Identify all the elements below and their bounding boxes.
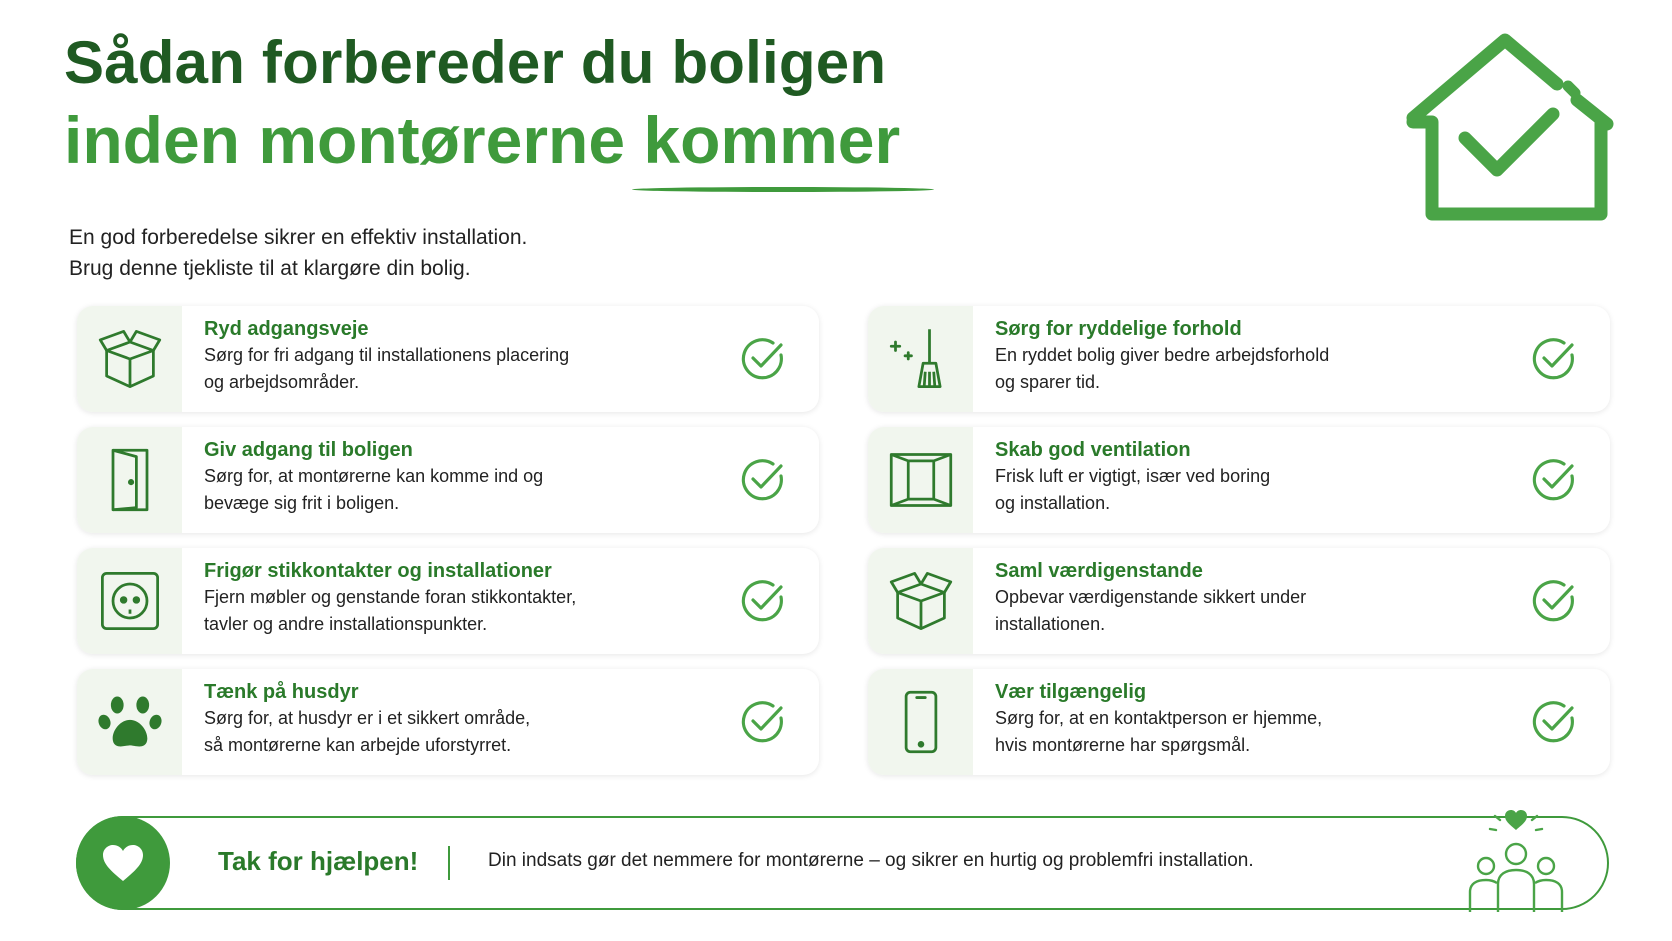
- item-description: Sørg for, at husdyr er i et sikkert område, så montørerne kan arbejde uforstyrret.: [204, 708, 531, 755]
- footer-message: Din indsats gør det nemmere for montørerne – og sikrer en hurtig og problemfri installation.: [488, 850, 1254, 871]
- item-title: Sørg for ryddelige forhold: [995, 318, 1242, 340]
- title-underline: [632, 187, 934, 192]
- intro-text: [69, 222, 527, 284]
- item-title: Tænk på husdyr: [204, 681, 359, 703]
- checklist-item-ryddelige-forhold: [868, 306, 1610, 412]
- intro-line-1: En god forberedelse sikrer en effektiv installation.: [69, 226, 528, 249]
- check-circle-icon: [1530, 335, 1578, 383]
- page-title-line-2: inden montørerne kommer: [64, 103, 901, 177]
- checklist-item-ventilation: [868, 427, 1610, 533]
- item-description: Sørg for fri adgang til installationens placering og arbejdsområder.: [204, 345, 570, 392]
- checklist-item-husdyr: [77, 669, 819, 775]
- check-circle-icon: [739, 698, 787, 746]
- item-description: En ryddet bolig giver bedre arbejdsforhold og sparer tid.: [995, 345, 1330, 392]
- checklist-item-giv-adgang: [77, 427, 819, 533]
- window-icon: [887, 446, 955, 514]
- house-check-icon: [1405, 30, 1615, 226]
- item-title: Vær tilgængelig: [995, 681, 1147, 703]
- checklist-item-frigor-stikkontakter: [77, 548, 819, 654]
- check-circle-icon: [739, 456, 787, 504]
- check-circle-icon: [1530, 577, 1578, 625]
- check-circle-icon: [1530, 456, 1578, 504]
- item-title: Frigør stikkontakter og installationer: [204, 560, 552, 582]
- item-description: Sørg for, at en kontaktperson er hjemme, hvis montørerne har spørgsmål.: [995, 708, 1323, 755]
- paw-icon: [96, 688, 164, 756]
- team-heart-icon: [1466, 806, 1566, 912]
- divider: [448, 846, 450, 880]
- check-circle-icon: [1530, 698, 1578, 746]
- box-icon: [96, 325, 164, 393]
- checklist-item-vaerdigenstande: [868, 548, 1610, 654]
- item-description: Opbevar værdigenstande sikkert under installationen.: [995, 587, 1307, 634]
- item-description: Sørg for, at montørerne kan komme ind og bevæge sig frit i boligen.: [204, 466, 544, 513]
- item-title: Giv adgang til boligen: [204, 439, 413, 461]
- item-title: Ryd adgangsveje: [204, 318, 369, 340]
- thank-you-banner: [76, 816, 1609, 910]
- heart-icon: [101, 843, 145, 883]
- check-circle-icon: [739, 577, 787, 625]
- door-icon: [96, 446, 164, 514]
- page-title-line-1: Sådan forbereder du boligen: [64, 29, 887, 96]
- phone-icon: [887, 688, 955, 756]
- box-icon: [887, 567, 955, 635]
- intro-line-2: Brug denne tjekliste til at klargøre din bolig.: [69, 257, 471, 280]
- item-title: Skab god ventilation: [995, 439, 1191, 461]
- checklist-item-ryd-adgangsveje: [77, 306, 819, 412]
- heart-badge: [76, 816, 170, 910]
- checklist-item-tilgaengelig: [868, 669, 1610, 775]
- check-circle-icon: [739, 335, 787, 383]
- thanks-text: Tak for hjælpen!: [218, 846, 419, 876]
- item-description: Fjern møbler og genstande foran stikkontakter, tavler og andre installationspunkter.: [204, 587, 577, 634]
- item-description: Frisk luft er vigtigt, især ved boring og installation.: [995, 466, 1271, 513]
- item-title: Saml værdigenstande: [995, 560, 1203, 582]
- broom-icon: [887, 325, 955, 393]
- power-outlet-icon: [96, 567, 164, 635]
